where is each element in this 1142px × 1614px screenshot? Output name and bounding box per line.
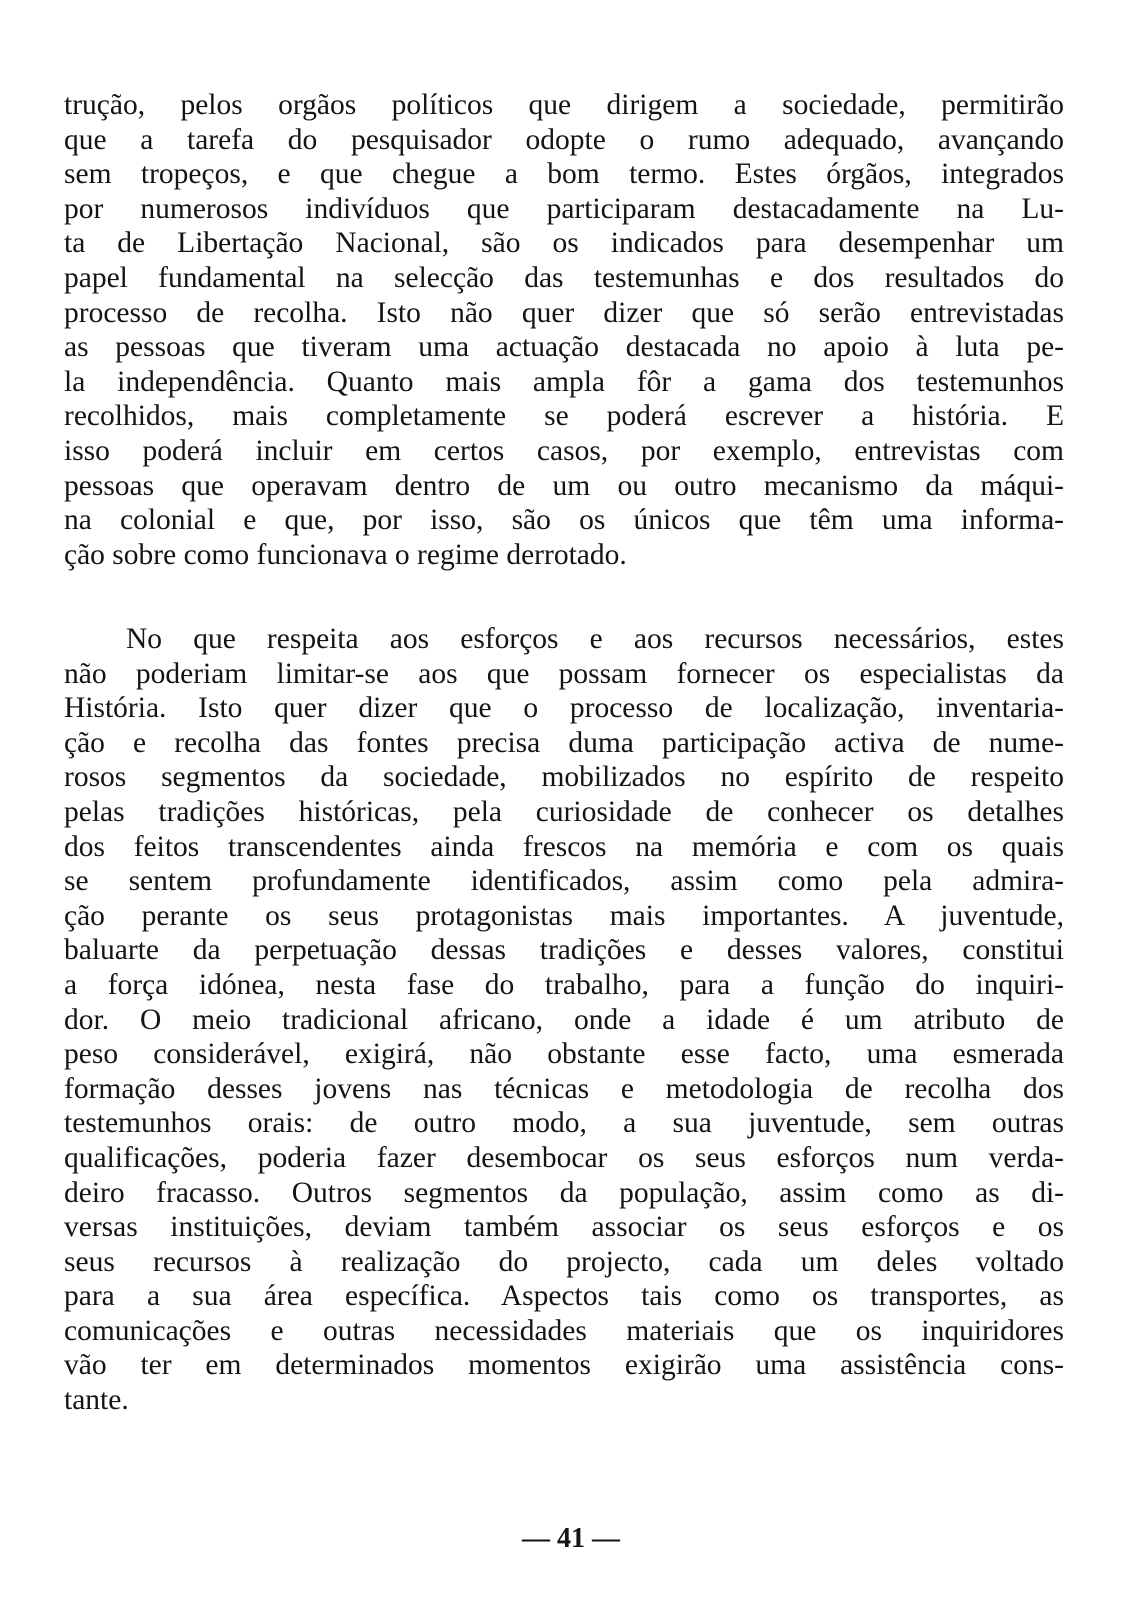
text-line: dor. O meio tradicional africano, onde a idade é um atributo de <box>64 1003 1064 1036</box>
text-line: la independência. Quanto mais ampla fôr a gama dos testemunhos <box>64 365 1064 398</box>
paragraph-1 <box>64 88 1064 572</box>
text-line: recolhidos, mais completamente se poderá escrever a história. E <box>64 400 1064 433</box>
text-line: seus recursos à realização do projecto, cada um deles voltado <box>64 1245 1064 1278</box>
text-line: por numerosos indivíduos que participaram destacadamente na Lu- <box>64 192 1064 225</box>
text-line: pelas tradições históricas, pela curiosidade de conhecer os detalhes <box>64 795 1064 828</box>
text-line: as pessoas que tiveram uma actuação destacada no apoio à luta pe- <box>64 331 1064 364</box>
paragraph-2 <box>64 622 1064 1418</box>
text-line: formação desses jovens nas técnicas e metodologia de recolha dos <box>64 1072 1064 1105</box>
text-line: trução, pelos orgãos políticos que dirigem a sociedade, permitirão <box>64 89 1064 121</box>
text-line: para a sua área específica. Aspectos tais como os transportes, as <box>64 1280 1064 1313</box>
text-line: deiro fracasso. Outros segmentos da população, assim como as di- <box>64 1176 1064 1209</box>
text-line: baluarte da perpetuação dessas tradições e desses valores, constitui <box>64 934 1064 967</box>
text-line: não poderiam limitar-se aos que possam fornecer os especialistas da <box>64 657 1064 690</box>
text-line: pessoas que operavam dentro de um ou outro mecanismo da máqui- <box>64 469 1064 502</box>
text-line: peso considerável, exigirá, não obstante esse facto, uma esmerada <box>64 1038 1064 1071</box>
text-line: sem tropeços, e que chegue a bom termo. Estes órgãos, integrados <box>64 158 1064 191</box>
text-line: História. Isto quer dizer que o processo de localização, inventaria- <box>64 692 1064 725</box>
text-line: No que respeita aos esforços e aos recursos necessários, estes <box>126 623 1064 655</box>
text-line: vão ter em determinados momentos exigirão uma assistência cons- <box>64 1349 1064 1382</box>
text-line: ção e recolha das fontes precisa duma participação activa de nume- <box>64 726 1064 759</box>
text-line: processo de recolha. Isto não quer dizer que só serão entrevistadas <box>64 296 1064 329</box>
text-line: dos feitos transcendentes ainda frescos na memória e com os quais <box>64 830 1064 863</box>
text-line: se sentem profundamente identificados, assim como pela admira- <box>64 865 1064 898</box>
page-number: — 41 — <box>522 1523 620 1554</box>
text-line: papel fundamental na selecção das testemunhas e dos resultados do <box>64 261 1064 294</box>
text-line: testemunhos orais: de outro modo, a sua juventude, sem outras <box>64 1107 1064 1140</box>
text-line: ta de Libertação Nacional, são os indicados para desempenhar um <box>64 227 1064 260</box>
text-line: tante. <box>64 1384 129 1417</box>
text-line: isso poderá incluir em certos casos, por exemplo, entrevistas com <box>64 434 1064 467</box>
text-line: na colonial e que, por isso, são os únicos que têm uma informa- <box>64 504 1064 537</box>
text-line: ção perante os seus protagonistas mais importantes. A juventude, <box>64 899 1064 932</box>
text-line: comunicações e outras necessidades materiais que os inquiridores <box>64 1314 1064 1347</box>
text-line: versas instituições, deviam também associar os seus esforços e os <box>64 1211 1064 1244</box>
text-line: a força idónea, nesta fase do trabalho, para a função do inquiri- <box>64 968 1064 1001</box>
text-line: ção sobre como funcionava o regime derrotado. <box>64 538 627 571</box>
text-line: qualificações, poderia fazer desembocar os seus esforços num verda- <box>64 1141 1064 1174</box>
text-line: que a tarefa do pesquisador odopte o rumo adequado, avançando <box>64 123 1064 156</box>
text-line: rosos segmentos da sociedade, mobilizados no espírito de respeito <box>64 761 1064 794</box>
